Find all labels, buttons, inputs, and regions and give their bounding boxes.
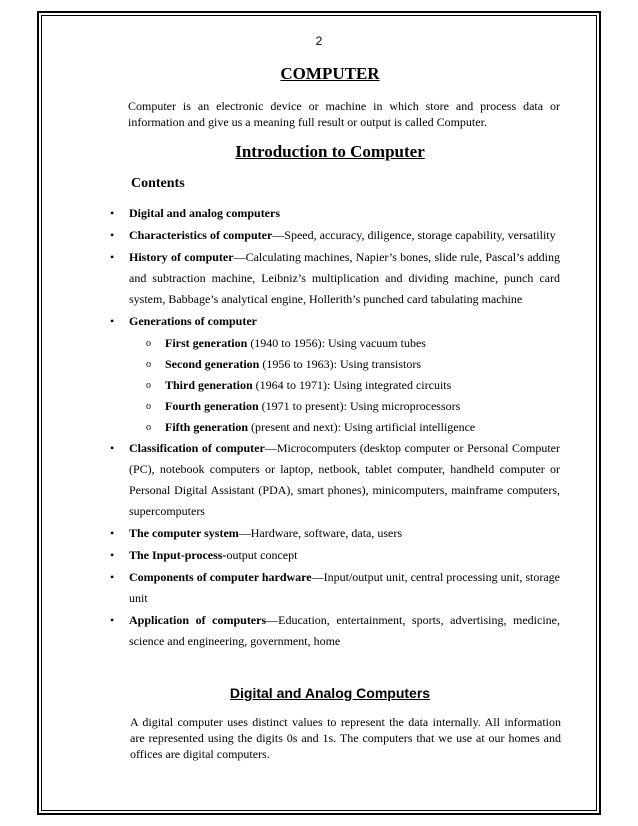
- generation-text: (1940 to 1956): Using vacuum tubes: [247, 336, 426, 350]
- digital-analog-paragraph: A digital computer uses distinct values to represent the data internally. All information are represented using the digits 0s and 1s. The computers that we use at our homes and offices are digital computers.: [130, 715, 561, 761]
- document-title: COMPUTER: [280, 64, 380, 83]
- list-item: [0, 438, 638, 522]
- circle-bullet-icon: o: [146, 422, 151, 433]
- circle-bullet-icon: o: [146, 401, 151, 412]
- item-title: Components of computer hardware: [129, 570, 312, 584]
- bullet-icon: •: [110, 228, 115, 242]
- circle-bullet-icon: o: [146, 359, 151, 370]
- intro-paragraph: Computer is an electronic device or machine in which store and process data or information and give us a meaning full result or output is called Computer.: [128, 99, 560, 129]
- generation-text: (1971 to present): Using microprocessors: [258, 399, 461, 413]
- list-item: [0, 225, 638, 246]
- generation-title: Second generation: [165, 357, 260, 371]
- contents-label: Contents: [131, 176, 185, 191]
- item-title: Characteristics of computer: [129, 228, 273, 242]
- contents-list: [0, 203, 638, 653]
- generation-title: Third generation: [165, 378, 253, 392]
- list-item: [0, 523, 638, 544]
- list-item: [0, 567, 638, 609]
- list-item: [0, 203, 638, 224]
- item-title: Digital and analog computers: [129, 206, 281, 220]
- bullet-icon: •: [110, 441, 115, 455]
- bullet-icon: •: [110, 314, 115, 328]
- bullet-icon: •: [110, 548, 115, 562]
- section-heading-digital-analog: Digital and Analog Computers: [229, 685, 431, 701]
- generation-title: Fifth generation: [165, 420, 248, 434]
- bullet-icon: •: [110, 613, 115, 627]
- item-text: —Microcomputers (desktop computer or Personal Computer (PC), notebook computers or laptop, netbook, tablet computer, handheld computer or Personal Digital Assistant (PDA), smart phones), minicomputers, mainframe computers, supercomputers: [129, 441, 560, 518]
- bullet-icon: •: [110, 526, 115, 540]
- page-number: 2: [315, 34, 323, 48]
- bullet-icon: •: [110, 206, 115, 220]
- sub-list-item: [0, 396, 638, 417]
- item-title: Classification of computer: [129, 441, 265, 455]
- list-item: [0, 247, 638, 310]
- sub-list-item: [0, 375, 638, 396]
- item-title: The Input-process-: [129, 548, 227, 562]
- sub-list-item: [0, 333, 638, 354]
- list-item: [0, 610, 638, 652]
- sub-list-item: [0, 354, 638, 375]
- circle-bullet-icon: o: [146, 338, 151, 349]
- bullet-icon: •: [110, 250, 115, 264]
- generation-text: (present and next): Using artificial intelligence: [248, 420, 476, 434]
- item-title: Application of computers: [129, 613, 267, 627]
- bullet-icon: •: [110, 570, 115, 584]
- item-text: —Hardware, software, data, users: [238, 526, 403, 540]
- generation-title: First generation: [165, 336, 248, 350]
- item-text: —Input/output unit, central processing unit, storage unit: [129, 570, 560, 605]
- sub-list-item: [0, 417, 638, 438]
- circle-bullet-icon: o: [146, 380, 151, 391]
- item-title: Generations of computer: [129, 314, 257, 328]
- list-item: [0, 311, 638, 332]
- item-title: The computer system: [129, 526, 239, 540]
- item-text: output concept: [226, 548, 298, 562]
- item-title: History of computer: [129, 250, 234, 264]
- list-item: [0, 545, 638, 566]
- generation-title: Fourth generation: [165, 399, 259, 413]
- generation-text: (1964 to 1971): Using integrated circuits: [252, 378, 452, 392]
- generation-text: (1956 to 1963): Using transistors: [259, 357, 422, 371]
- item-text: —Education, entertainment, sports, advertising, medicine, science and engineering, government, home: [129, 613, 561, 648]
- item-text: —Speed, accuracy, diligence, storage capability, versatility: [272, 228, 556, 242]
- item-text: —Calculating machines, Napier’s bones, slide rule, Pascal’s adding and subtraction machine, Leibniz’s multiplication and dividing machine, punch card system, Babbage’s analytical engine, Hollerith’s punched card tabulating machine: [129, 250, 560, 306]
- section-heading-introduction: Introduction to Computer: [235, 142, 425, 161]
